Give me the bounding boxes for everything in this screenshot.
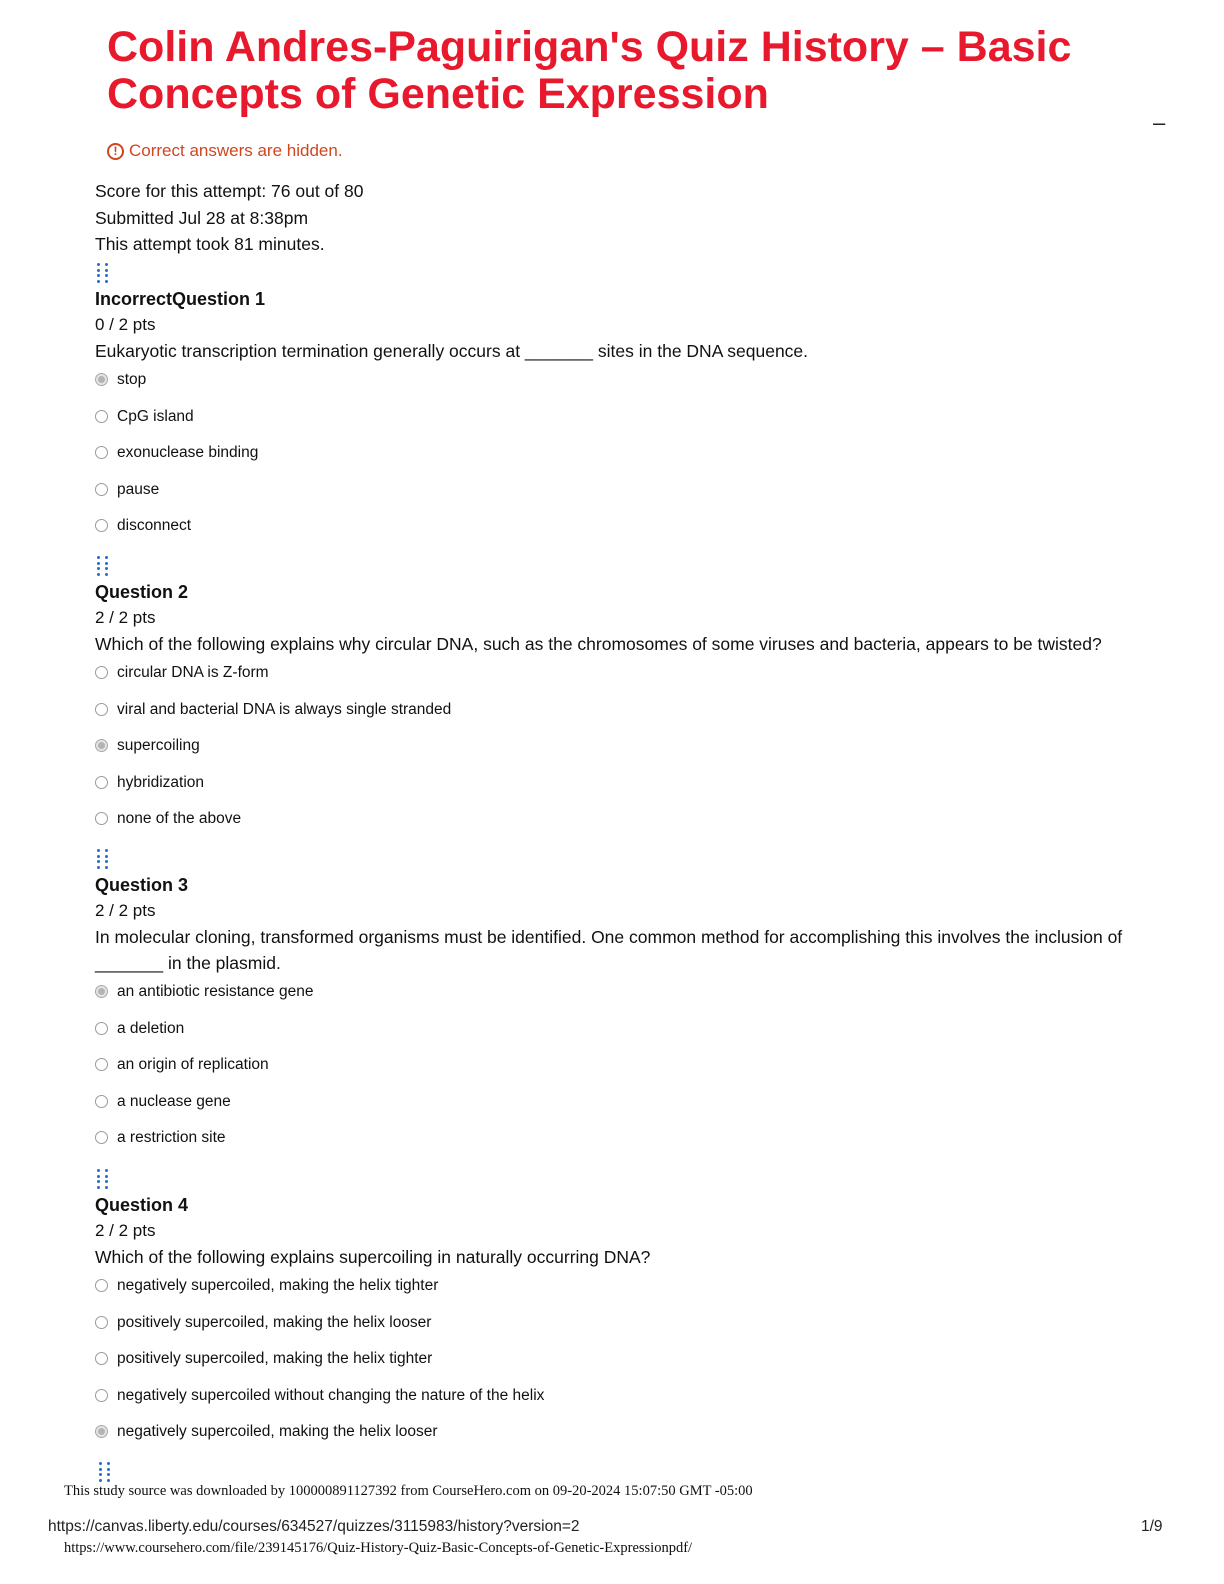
question-points: 2 / 2 pts: [95, 608, 156, 627]
source-url[interactable]: https://www.coursehero.com/file/239145176/Quiz-History-Quiz-Basic-Concepts-of-Genetic-Expressionpdf/: [64, 1540, 693, 1556]
answer-label: positively supercoiled, making the helix looser: [117, 1313, 432, 1331]
radio-button[interactable]: [95, 812, 108, 825]
collapse-toggle[interactable]: –: [1153, 110, 1166, 135]
question-text: Which of the following explains why circular DNA, such as the chromosomes of some viruses and bacteria, appears to be twisted?: [95, 634, 1102, 654]
answer-label: hybridization: [117, 773, 205, 791]
attempt-summary: [95, 178, 363, 258]
drag-handle-icon[interactable]: [97, 1169, 111, 1189]
answer-option[interactable]: [95, 663, 1135, 700]
answer-option[interactable]: [95, 1055, 1135, 1092]
radio-button[interactable]: [95, 1352, 108, 1365]
question-4: [95, 1169, 1135, 1459]
question-1: [95, 263, 1135, 553]
answer-label: an antibiotic resistance gene: [117, 983, 314, 1000]
drag-handle-icon[interactable]: [99, 1462, 113, 1482]
radio-button[interactable]: [95, 410, 108, 423]
answer-option[interactable]: [95, 1276, 1135, 1313]
radio-button-selected[interactable]: [95, 373, 108, 386]
radio-button[interactable]: [95, 1316, 108, 1329]
answer-label: a deletion: [117, 1019, 185, 1037]
drag-handle-icon[interactable]: [97, 849, 111, 869]
answer-label: disconnect: [117, 517, 192, 535]
answer-label: stop: [117, 371, 147, 388]
answer-label: exonuclease binding: [117, 444, 259, 462]
question-heading: IncorrectQuestion 1: [95, 289, 266, 309]
answer-option[interactable]: [95, 736, 1135, 773]
answer-label: positively supercoiled, making the helix tighter: [117, 1350, 433, 1368]
answer-label: a restriction site: [117, 1129, 226, 1147]
answer-option[interactable]: [95, 370, 1135, 407]
answer-label: negatively supercoiled without changing the nature of the helix: [117, 1386, 545, 1404]
question-points: 2 / 2 pts: [95, 1221, 156, 1240]
answer-option[interactable]: [95, 1313, 1135, 1350]
answer-label: viral and bacterial DNA is always single stranded: [117, 700, 452, 718]
answer-label: supercoiling: [117, 737, 200, 755]
drag-handle-icon[interactable]: [97, 263, 111, 283]
answer-list: [95, 663, 1135, 846]
answer-label: CpG island: [117, 407, 194, 425]
answer-label: pause: [117, 480, 160, 498]
answer-option[interactable]: [95, 407, 1135, 444]
answer-option[interactable]: [95, 1386, 1135, 1423]
page-title: Colin Andres-Paguirigan's Quiz History – Basic Concepts of Genetic Expression: [107, 23, 1072, 118]
question-points: 0 / 2 pts: [95, 315, 156, 334]
answer-label: negatively supercoiled, making the helix tighter: [117, 1277, 439, 1294]
question-text: In molecular cloning, transformed organisms must be identified. One common method for accomplishing this involves the inclusion of _______ in the plasmid.: [95, 927, 1123, 973]
radio-button[interactable]: [95, 483, 108, 496]
answer-option[interactable]: [95, 443, 1135, 480]
answer-list: [95, 982, 1135, 1165]
answer-option[interactable]: [95, 982, 1135, 1019]
question-3: [95, 849, 1135, 1165]
answer-option[interactable]: [95, 1019, 1135, 1056]
question-heading: Question 3: [95, 875, 189, 895]
radio-button[interactable]: [95, 1389, 108, 1402]
radio-button-selected[interactable]: [95, 739, 108, 752]
radio-button[interactable]: [95, 1022, 108, 1035]
answer-option[interactable]: [95, 1349, 1135, 1386]
radio-button[interactable]: [95, 446, 108, 459]
answer-label: a nuclease gene: [117, 1092, 231, 1110]
answer-label: an origin of replication: [117, 1056, 269, 1074]
download-stamp: This study source was downloaded by 100000891127392 from CourseHero.com on 09-20-2024 15:07:50 GMT -05:00: [64, 1483, 753, 1499]
answer-list: [95, 370, 1135, 553]
answer-option[interactable]: [95, 700, 1135, 737]
answer-option[interactable]: [95, 516, 1135, 553]
answer-label: negatively supercoiled, making the helix looser: [117, 1423, 438, 1441]
page-number: 1/9: [1141, 1518, 1163, 1535]
question-text: Which of the following explains supercoiling in naturally occurring DNA?: [95, 1247, 651, 1267]
answer-option[interactable]: [95, 773, 1135, 810]
answer-option[interactable]: [95, 1422, 1135, 1459]
radio-button[interactable]: [95, 1279, 108, 1292]
answers-hidden-notice: [107, 140, 343, 162]
answer-label: none of the above: [117, 810, 242, 828]
attempt-score: Score for this attempt: 76 out of 80: [95, 181, 364, 201]
radio-button-selected[interactable]: [95, 1425, 108, 1438]
radio-button[interactable]: [95, 666, 108, 679]
radio-button-selected[interactable]: [95, 985, 108, 998]
answer-option[interactable]: [95, 1128, 1135, 1165]
print-url[interactable]: https://canvas.liberty.edu/courses/634527/quizzes/3115983/history?version=2: [48, 1518, 580, 1535]
drag-handle-icon[interactable]: [97, 556, 111, 576]
answer-label: circular DNA is Z-form: [117, 664, 269, 681]
question-points: 2 / 2 pts: [95, 901, 156, 920]
radio-button[interactable]: [95, 1058, 108, 1071]
answer-option[interactable]: [95, 809, 1135, 846]
radio-button[interactable]: [95, 776, 108, 789]
question-2: [95, 556, 1135, 846]
answer-option[interactable]: [95, 480, 1135, 517]
question-text: Eukaryotic transcription termination generally occurs at _______ sites in the DNA sequence.: [95, 341, 809, 361]
notice-text: Correct answers are hidden.: [129, 141, 343, 160]
answer-list: [95, 1276, 1135, 1459]
radio-button[interactable]: [95, 1095, 108, 1108]
question-heading: Question 4: [95, 1195, 189, 1215]
question-heading: Question 2: [95, 582, 189, 602]
radio-button[interactable]: [95, 703, 108, 716]
attempt-duration: This attempt took 81 minutes.: [95, 234, 325, 254]
radio-button[interactable]: [95, 1131, 108, 1144]
radio-button[interactable]: [95, 519, 108, 532]
answer-option[interactable]: [95, 1092, 1135, 1129]
exclamation-circle-icon: !: [107, 143, 124, 160]
attempt-submitted: Submitted Jul 28 at 8:38pm: [95, 207, 309, 228]
